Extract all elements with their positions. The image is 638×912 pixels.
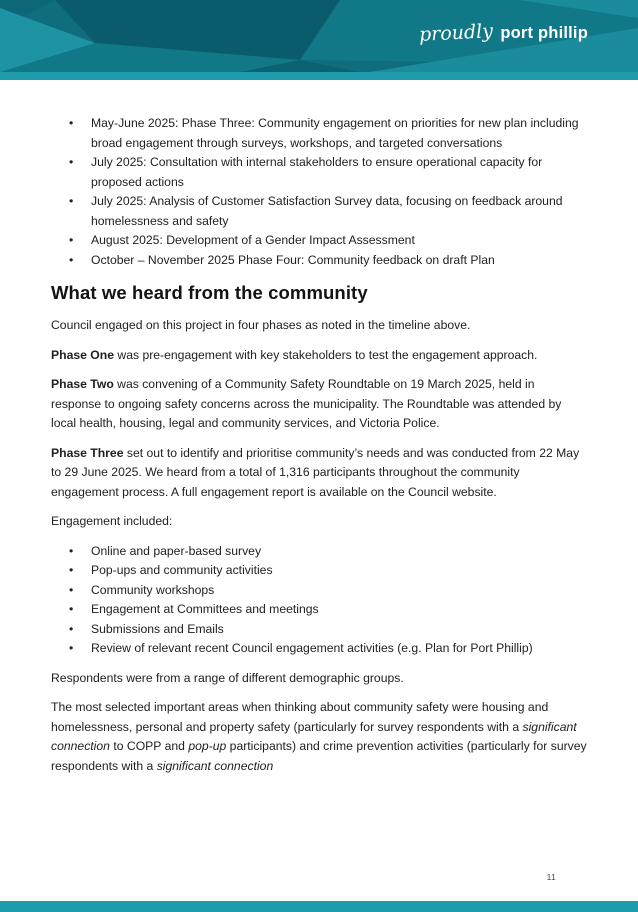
engagement-bullet-list xyxy=(51,542,587,659)
phase-three-paragraph xyxy=(51,444,587,503)
phase-one-paragraph xyxy=(51,346,587,366)
text-run: participants) and crime prevention activities (particularly for survey respondents with a xyxy=(51,739,587,773)
bullet-item: • July 2025: Consultation with internal stakeholders to ensure operational capacity for proposed actions xyxy=(51,153,587,192)
engagement-included-paragraph xyxy=(51,512,587,532)
footer-accent-bar xyxy=(0,901,638,912)
bold-text-run: Phase Three xyxy=(51,445,124,460)
italic-text-run: significant connection xyxy=(51,719,577,753)
text-run: set out to identify and prioritise community’s needs and was conducted from 22 May to 29 June 2025. We heard from a total of 1,316 participants throughout the community engagement process. A full engagement report is available on the Council website. xyxy=(51,445,580,499)
text-run: was pre-engagement with key stakeholders to test the engagement approach. xyxy=(114,347,538,362)
document-content xyxy=(51,114,587,786)
text-run: Engagement included: xyxy=(51,514,173,528)
page-header-banner xyxy=(0,0,638,80)
logo-proudly-text: proudly xyxy=(418,20,494,46)
logo-port-phillip-text: port phillip xyxy=(500,23,588,42)
page-number: 11 xyxy=(546,872,556,882)
bullet-item: • August 2025: Development of a Gender Impact Assessment xyxy=(51,231,587,251)
text-run: was convening of a Community Safety Roundtable on 19 March 2025, held in response to ongoing safety concerns across the municipality. The Roundtable was attended by local health, housing, legal and community services, and Victoria Police. xyxy=(51,377,562,430)
text-run: The most selected important areas when thinking about community safety were housing and homelessness, personal and property safety (particularly for survey respondents with a xyxy=(51,700,549,734)
bold-text-run: Phase One xyxy=(51,347,114,362)
bold-text-run: Phase Two xyxy=(51,377,114,391)
timeline-bullet-list xyxy=(51,114,587,270)
bullet-item: • July 2025: Analysis of Customer Satisfaction Survey data, focusing on feedback around homelessness and safety xyxy=(51,192,587,231)
bullet-item: • Pop-ups and community activities xyxy=(51,561,587,581)
bullet-item: • Submissions and Emails xyxy=(51,620,587,640)
bullet-item: • May-June 2025: Phase Three: Community engagement on priorities for new plan including broad engagement through surveys, workshops, and targeted conversations xyxy=(51,114,587,153)
italic-text-run: significant connection xyxy=(156,758,274,773)
intro-paragraph xyxy=(51,316,587,336)
port-phillip-logo xyxy=(419,0,588,66)
bullet-item: • Online and paper-based survey xyxy=(51,542,587,562)
important-areas-paragraph xyxy=(51,698,587,776)
text-run: to COPP and xyxy=(109,739,189,753)
phase-two-paragraph xyxy=(51,375,587,434)
bullet-item: • October – November 2025 Phase Four: Community feedback on draft Plan xyxy=(51,251,587,271)
bullet-item: • Community workshops xyxy=(51,581,587,601)
respondents-paragraph xyxy=(51,669,587,689)
italic-text-run: pop-up xyxy=(188,739,227,753)
bullet-item: • Review of relevant recent Council engagement activities (e.g. Plan for Port Phillip) xyxy=(51,639,587,659)
text-run: Respondents were from a range of different demographic groups. xyxy=(51,670,404,685)
bullet-item: • Engagement at Committees and meetings xyxy=(51,600,587,620)
section-heading: What we heard from the community xyxy=(51,282,368,303)
text-run: Council engaged on this project in four phases as noted in the timeline above. xyxy=(51,318,471,332)
